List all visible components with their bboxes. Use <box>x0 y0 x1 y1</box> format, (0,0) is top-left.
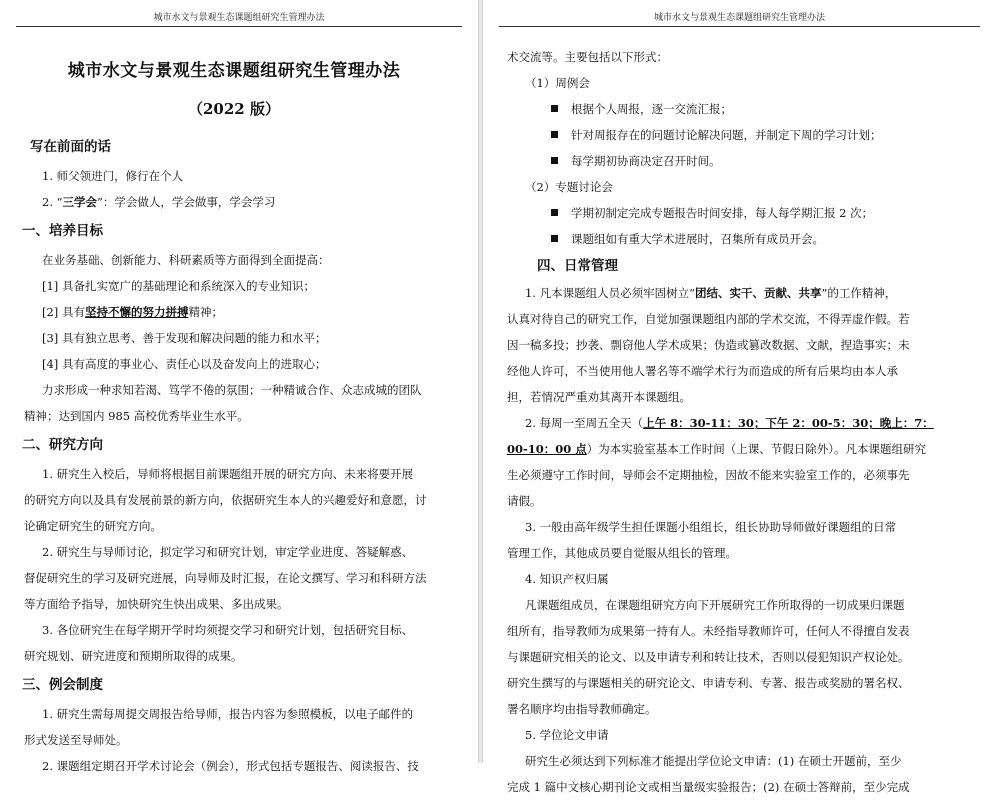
research-paragraph-line: 1. 研究生入校后，导师将根据目前课题组开展的研究方向、未来将要开展 <box>42 467 414 481</box>
meetings-paragraph-line: 2. 课题组定期召开学术讨论会（例会），形式包括专题报告、阅读报告、技 <box>42 759 419 773</box>
research-paragraph-line: 的研究方向以及具有发展前景的新方向，依据研究生本人的兴趣爱好和意愿，讨 <box>24 493 427 507</box>
section-heading-goals: 一、培养目标 <box>22 223 103 239</box>
section-heading-research: 二、研究方向 <box>22 437 103 453</box>
thesis-heading: 5. 学位论文申请 <box>525 728 609 742</box>
bullet-item: 针对周报存在的问题讨论解决问题，并制定下周的学习计划； <box>503 122 946 148</box>
running-header: 城市水文与景观生态课题组研究生管理办法 <box>499 10 980 27</box>
bullet-item: 根据个人周报，逐一交流汇报； <box>503 96 946 122</box>
research-paragraph-line: 2. 研究生与导师讨论，拟定学习和研究计划，审定学业进度、答疑解惑、 <box>42 545 414 559</box>
ip-line: 署名顺序均由指导教师确定。 <box>507 702 657 716</box>
research-paragraph-line: 研究规划、研究进度和预期所取得的成果。 <box>24 649 243 663</box>
ip-line: 组所有，指导教师为成果第一持有人。未经指导教师许可，任何人不得擅自发表 <box>507 624 910 638</box>
meetings-paragraph-line: 1. 研究生需每周提交周报告给导师，报告内容为参照模板，以电子邮件的 <box>42 707 414 721</box>
bullet-item: 课题组如有重大学术进展时，召集所有成员开会。 <box>503 226 946 252</box>
goals-item: [3] 具有独立思考、善于发现和解决问题的能力和水平； <box>42 331 327 345</box>
thesis-line: 完成 1 篇中文核心期刊论文或相当量级实验报告；(2) 在硕士答辩前，至少完成 <box>507 780 910 794</box>
preface-item: 2. “三学会”：学会做人，学会做事，学会学习 <box>42 195 276 209</box>
goals-item: [1] 具备扎实宽广的基础理论和系统深入的专业知识； <box>42 279 315 293</box>
management-line: 2. 每周一至周五全天（上午 8：30-11：30；下午 2：00-5：30；晚上：7： <box>525 416 934 430</box>
running-header: 城市水文与景观生态课题组研究生管理办法 <box>16 10 462 27</box>
document-version: （2022 版） <box>188 100 280 118</box>
bullet-square-icon <box>551 235 558 242</box>
right-page <box>482 0 995 794</box>
meetings-paragraph-line: 形式发送至导师处。 <box>24 733 128 747</box>
management-line: 00-10：00 点）为本实验室基本工作时间（上课、节假日除外）。凡本课题组研究 <box>507 442 927 456</box>
right-page-content <box>503 44 946 800</box>
management-line: 担，若情况严重劝其离开本课题组。 <box>507 390 691 404</box>
research-paragraph-line: 等方面给予指导，加快研究生快出成果、多出成果。 <box>24 597 289 611</box>
section-heading-meetings: 三、例会制度 <box>22 677 103 693</box>
goals-closing-line: 精神；达到国内 985 高校优秀毕业生水平。 <box>24 409 249 423</box>
bullet-square-icon <box>551 157 558 164</box>
ip-line: 研究生撰写的与课题相关的研究论文、申请专利、专著、报告或奖励的署名权、 <box>507 676 910 690</box>
research-paragraph-line: 3. 各位研究生在每学期开学时均须提交学习和研究计划，包括研究目标、 <box>42 623 414 637</box>
research-paragraph-line: 论确定研究生的研究方向。 <box>24 519 162 533</box>
weekly-meeting-label: （1）周例会 <box>525 76 590 90</box>
management-line: 生必须遵守工作时间，导师会不定期抽检，因故不能来实验室工作的，必须事先 <box>507 468 910 482</box>
bullet-item: 每学期初协商决定召开时间。 <box>503 148 946 174</box>
left-page <box>0 0 479 773</box>
bullet-item: 学期初制定完成专题报告时间安排，每人每学期汇报 2 次； <box>503 200 946 226</box>
document-title: 城市水文与景观生态课题组研究生管理办法 <box>67 61 401 81</box>
management-line: 认真对待自己的研究工作，自觉加强课题组内部的学术交流，不得弄虚作假。若 <box>507 312 910 326</box>
goals-item: [4] 具有高度的事业心、责任心以及奋发向上的进取心； <box>42 357 327 371</box>
management-line: 请假。 <box>507 494 542 508</box>
management-line: 经他人许可，不当使用他人署名等不端学术行为而造成的所有后果均由本人承 <box>507 364 898 378</box>
goals-closing-line: 力求形成一种求知若渴、笃学不倦的氛围；一种精诚合作、众志成城的团队 <box>42 383 422 397</box>
management-line: 3. 一般由高年级学生担任课题小组组长，组长协助导师做好课题组的日常 <box>525 520 897 534</box>
bullet-square-icon <box>551 105 558 112</box>
management-line: 管理工作，其他成员要自觉服从组长的管理。 <box>507 546 737 560</box>
management-line: 1. 凡本课题组人员必须牢固树立“团结、实干、贡献、共享”的工作精神， <box>525 286 897 300</box>
section-heading-preface: 写在前面的话 <box>30 139 111 155</box>
goals-intro: 在业务基础、创新能力、科研素质等方面得到全面提高： <box>42 253 330 267</box>
thesis-line: 研究生必须达到下列标准才能提出学位论文申请：(1) 在硕士开题前，至少 <box>525 754 902 768</box>
goals-item: [2] 具有坚持不懈的努力拼搏精神； <box>42 305 223 319</box>
section-heading-daily-management: 四、日常管理 <box>537 258 618 274</box>
management-line: 因一稿多投；抄袭、剽窃他人学术成果；伪造或篡改数据、文献，捏造事实；未 <box>507 338 910 352</box>
topic-meeting-label: （2）专题讨论会 <box>525 180 613 194</box>
continued-line: 术交流等。主要包括以下形式： <box>507 50 668 64</box>
ip-line: 凡课题组成员，在课题组研究方向下开展研究工作所取得的一切成果归课题 <box>525 598 905 612</box>
ip-heading: 4. 知识产权归属 <box>525 572 609 586</box>
bullet-square-icon <box>551 131 558 138</box>
left-page-content <box>20 38 448 779</box>
ip-line: 与课题研究相关的论文、以及申请专利和转让技术，否则以侵犯知识产权论处。 <box>507 650 910 664</box>
research-paragraph-line: 督促研究生的学习及研究进展，向导师及时汇报，在论文撰写、学习和科研方法 <box>24 571 427 585</box>
preface-item: 1. 师父领进门，修行在个人 <box>42 169 184 183</box>
bullet-square-icon <box>551 209 558 216</box>
